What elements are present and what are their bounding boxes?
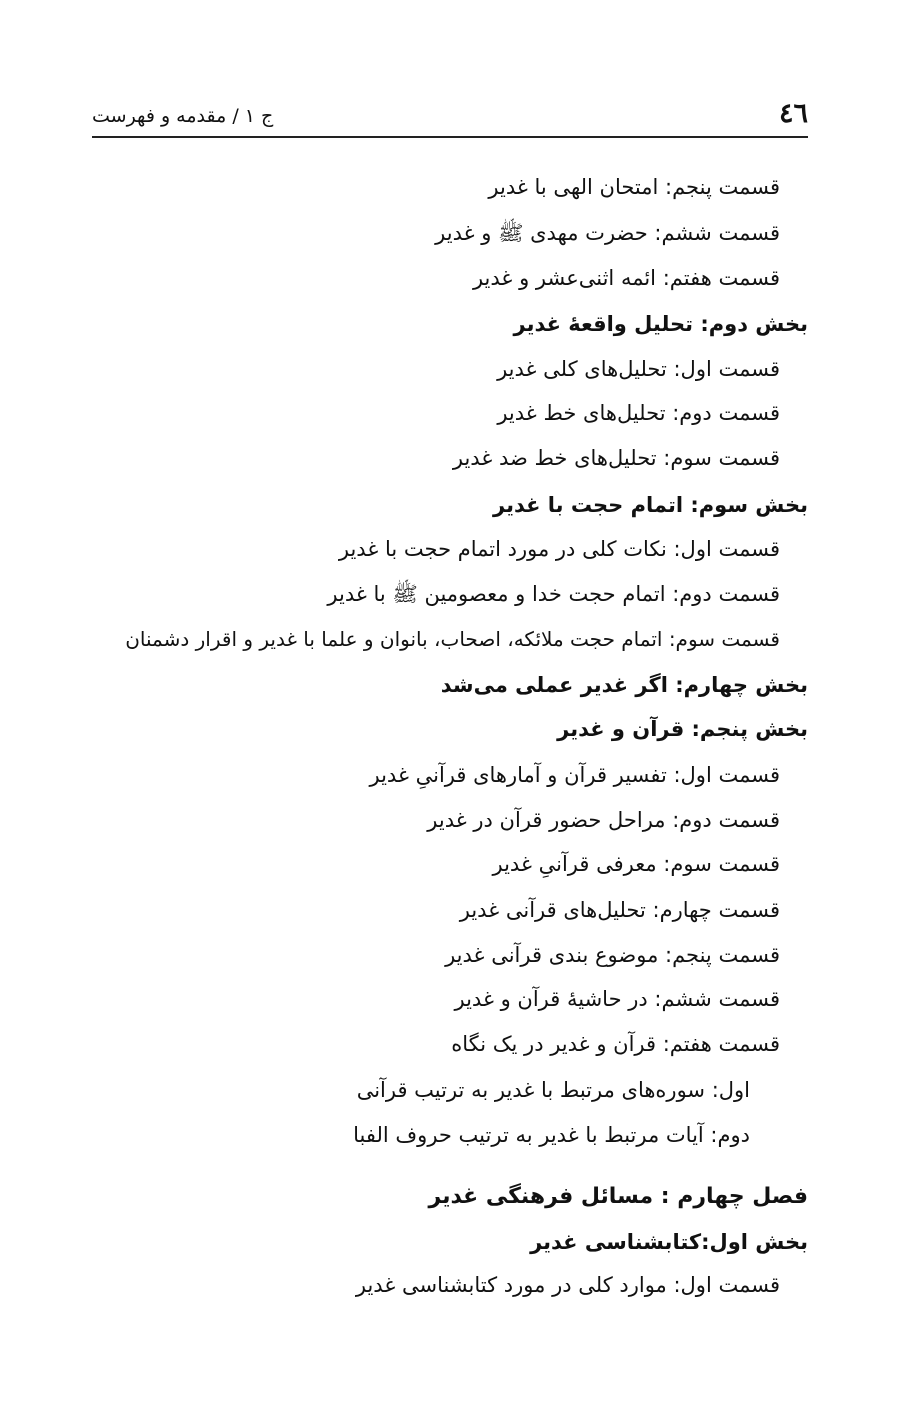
toc-entry: قسمت چهارم: تحلیل‌های قرآنی غدیر	[459, 898, 780, 922]
toc-entry: قسمت پنجم: امتحان الهی با غدیر	[488, 175, 780, 199]
toc-entry: قسمت دوم: مراحل حضور قرآن در غدیر	[427, 808, 780, 832]
toc-entry: قسمت سوم: اتمام حجت ملائکه، اصحاب، بانوان و علما با غدیر و اقرار دشمنان	[125, 627, 780, 651]
toc-entry: قسمت ششم: در حاشیهٔ قرآن و غدیر	[454, 987, 780, 1011]
toc-entry: قسمت ششم: حضرت مهدی ﷺ و غدیر	[435, 221, 780, 245]
toc-entry: قسمت اول: موارد کلی در مورد کتابشناسی غدیر	[355, 1273, 780, 1297]
running-head: ج ۱ / مقدمه و فهرست	[92, 105, 274, 127]
toc-subentry: اول: سوره‌های مرتبط با غدیر به ترتیب قرآنی	[356, 1078, 750, 1102]
toc-section-heading: بخش سوم: اتمام حجت با غدیر	[493, 493, 808, 517]
toc-entry: قسمت سوم: تحلیل‌های خط ضد غدیر	[452, 446, 780, 470]
toc-entry: قسمت دوم: تحلیل‌های خط غدیر	[497, 401, 780, 425]
toc-entry: قسمت دوم: اتمام حجت خدا و معصومین ﷺ با غدیر	[327, 582, 780, 606]
toc-entry: قسمت اول: نکات کلی در مورد اتمام حجت با غدیر	[338, 537, 780, 561]
toc-section-heading: بخش اول:کتابشناسی غدیر	[530, 1230, 808, 1254]
page-number: ٤٦	[778, 98, 808, 129]
toc-entry: قسمت اول: تحلیل‌های کلی غدیر	[497, 357, 780, 381]
toc-section-heading: بخش چهارم: اگر غدیر عملی می‌شد	[440, 673, 808, 697]
toc-entry: قسمت هفتم: قرآن و غدیر در یک نگاه	[451, 1032, 780, 1056]
toc-entry: قسمت اول: تفسیر قرآن و آمارهای قرآنیِ غدیر	[369, 763, 780, 787]
toc-entry: قسمت سوم: معرفی قرآنیِ غدیر	[492, 852, 780, 876]
toc-chapter-heading: فصل چهارم : مسائل فرهنگی غدیر	[428, 1184, 808, 1209]
page-header	[92, 96, 808, 138]
toc-entry: قسمت هفتم: ائمه اثنی‌عشر و غدیر	[472, 266, 780, 290]
toc-entry: قسمت پنجم: موضوع بندی قرآنی غدیر	[445, 943, 780, 967]
toc-subentry: دوم: آیات مرتبط با غدیر به ترتیب حروف الفبا	[353, 1123, 750, 1147]
toc-section-heading: بخش دوم: تحلیل واقعهٔ غدیر	[513, 312, 808, 336]
toc-section-heading: بخش پنجم: قرآن و غدیر	[557, 717, 808, 741]
